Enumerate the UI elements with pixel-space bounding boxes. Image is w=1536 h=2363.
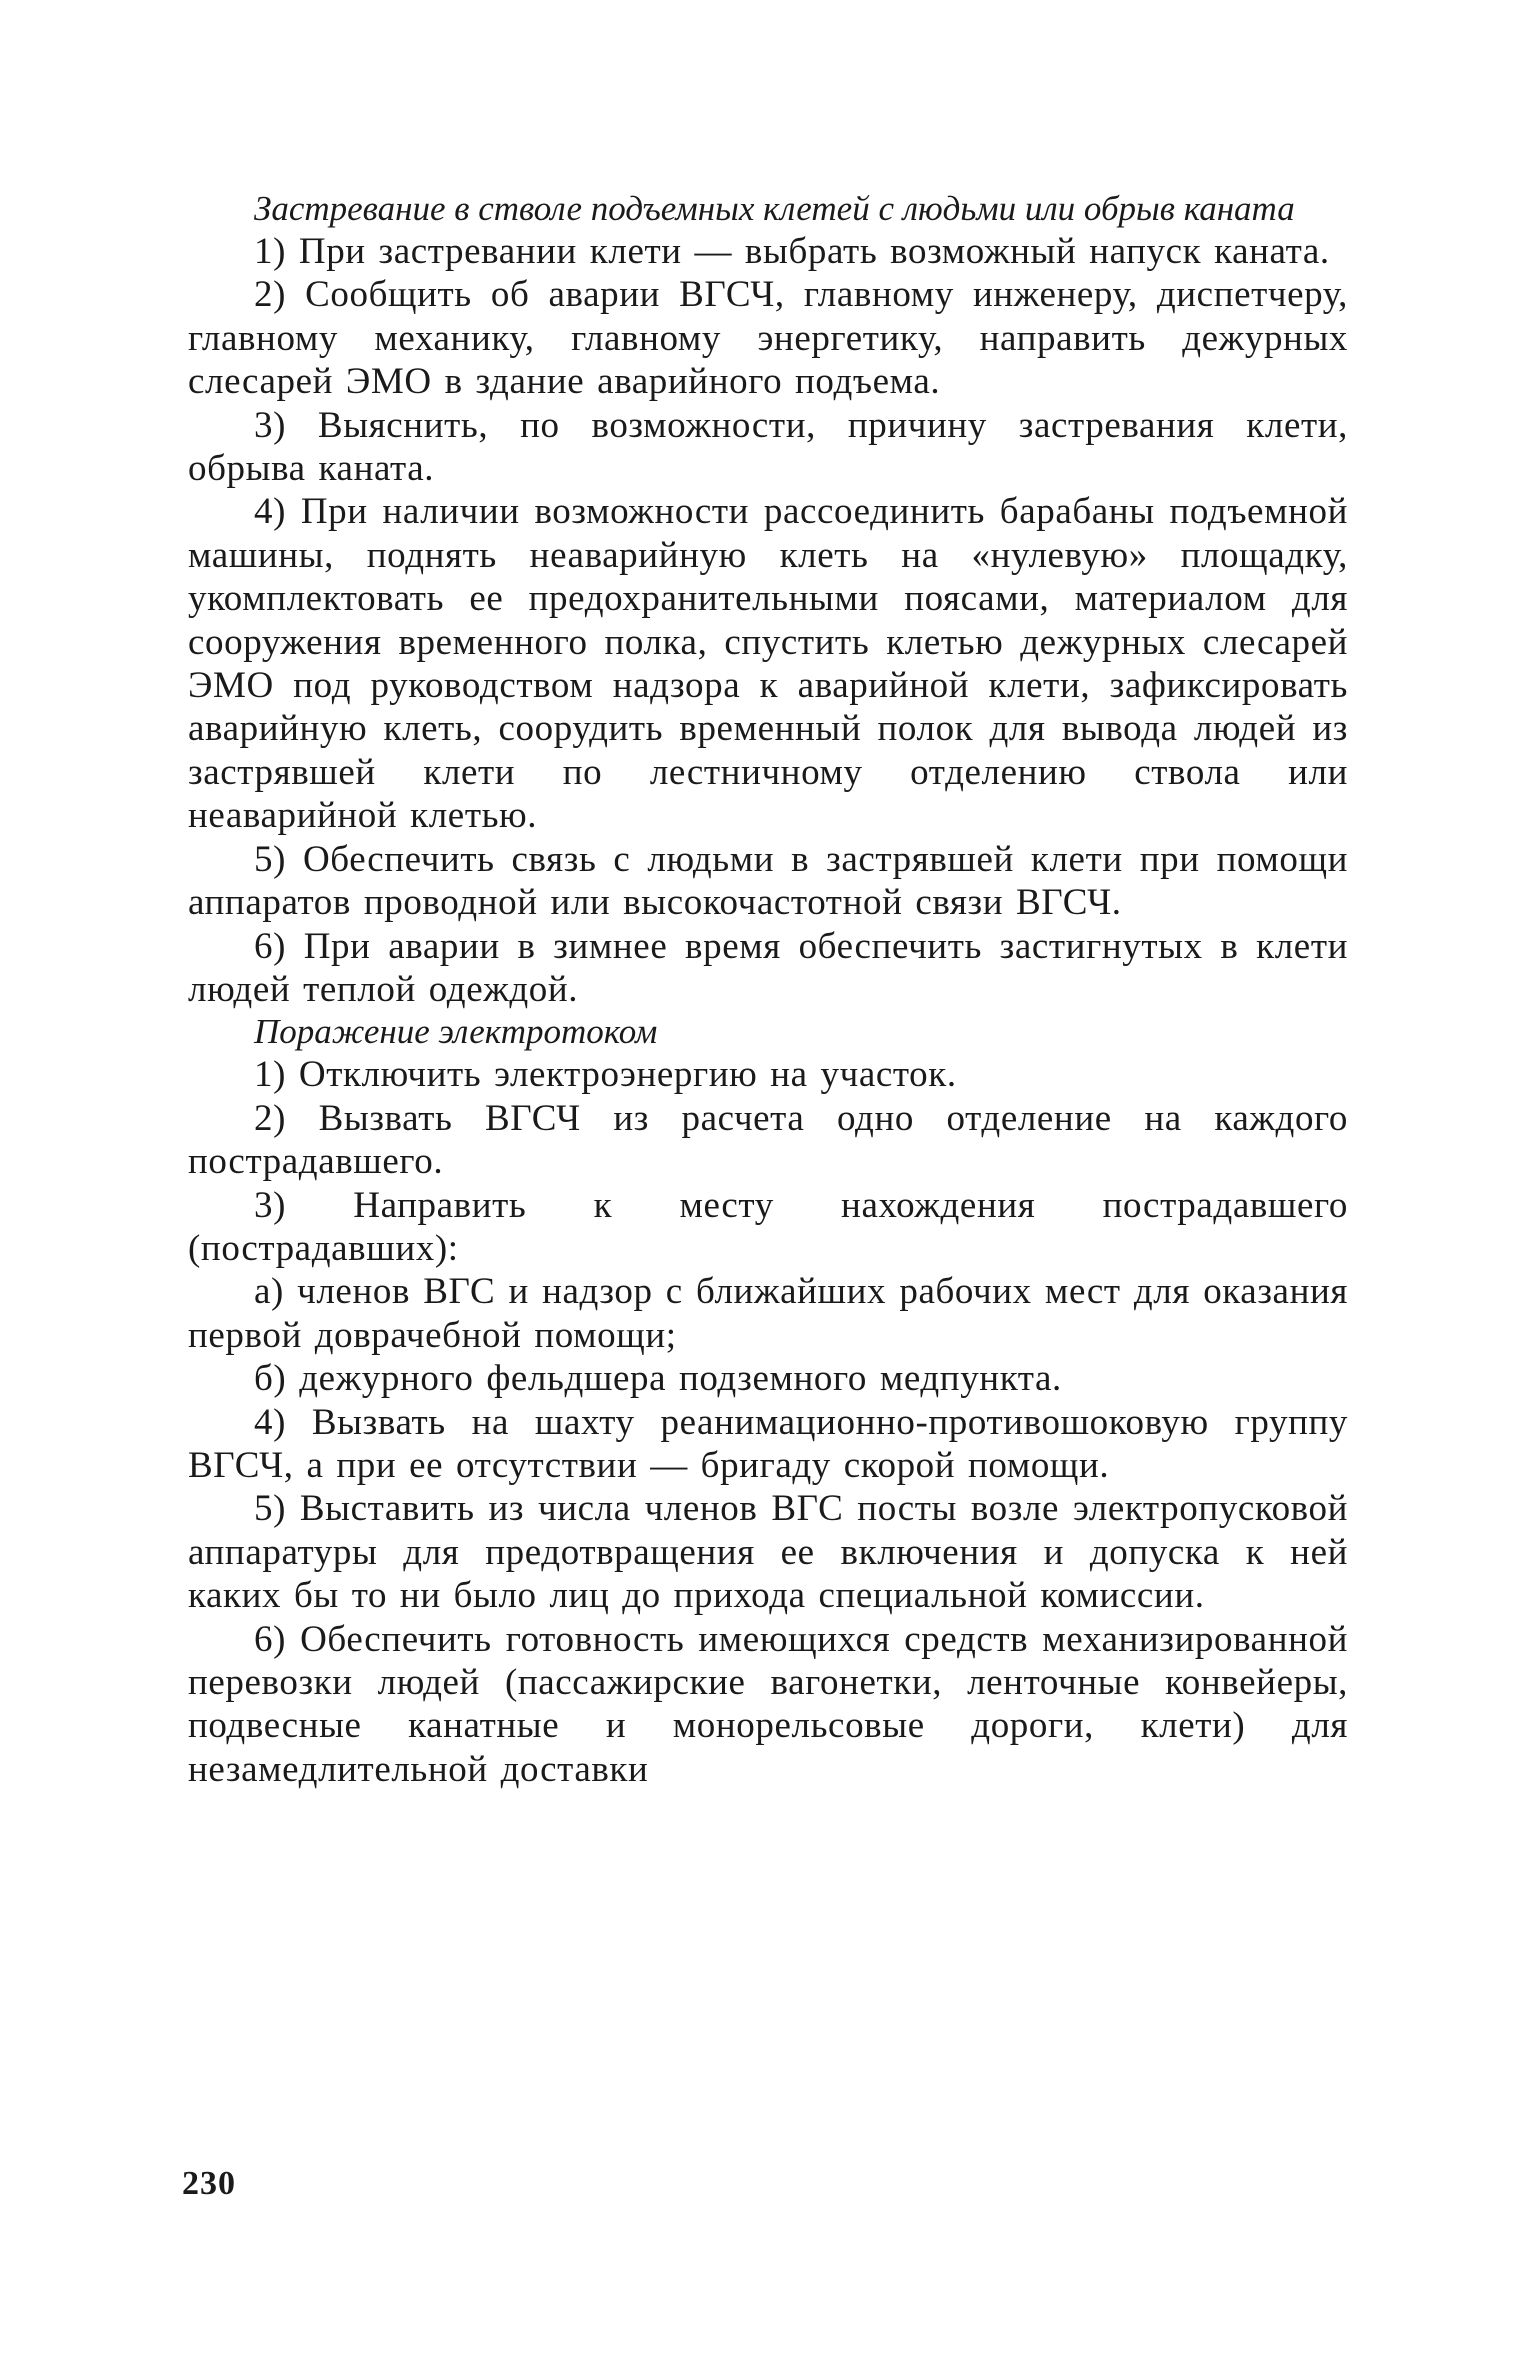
list-item: 5) Обеспечить связь с людьми в застрявшей клети при помощи аппаратов проводной или высокочастотной связи ВГСЧ.	[188, 838, 1348, 924]
page-number: 230	[182, 2165, 236, 2202]
list-item: 6) При аварии в зимнее время обеспечить застигнутых в клети людей теплой одеждой.	[188, 925, 1348, 1010]
page-body	[188, 188, 1348, 1791]
list-subitem: б) дежурного фельдшера подземного медпункта.	[254, 1358, 1062, 1400]
list-item: 4) При наличии возможности рассоединить барабаны подъемной машины, поднять неаварийную клеть на «нулевую» площадку, укомплектовать ее предохранительными поясами, материалом для сооружения временного полка, спустить клетью дежурных слесарей ЭМО под руководством надзора к аварийной клети, зафиксировать аварийную клеть, соорудить временный полок для вывода людей из застрявшей клети по лестничному отделению ствола или неаварийной клетью.	[188, 491, 1348, 837]
list-item: 3) Направить к месту нахождения пострадавшего (пострадавших):	[188, 1184, 1348, 1269]
list-item: 4) Вызвать на шахту реанимационно-противошоковую группу ВГСЧ, а при ее отсутствии — бригаду скорой помощи.	[188, 1401, 1348, 1486]
list-item: 3) Выяснить, по возможности, причину застревания клети, обрыва каната.	[188, 404, 1348, 490]
section-heading-electric-shock: Поражение электротоком	[254, 1012, 658, 1052]
list-item: 6) Обеспечить готовность имеющихся средств механизированной перевозки людей (пассажирские вагонетки, ленточные конвейеры, подвесные канатные и монорельсовые дороги, клети) для незамедлительной доставки	[188, 1618, 1348, 1790]
list-item: 2) Вызвать ВГСЧ из расчета одно отделение на каждого пострадавшего.	[188, 1097, 1348, 1183]
list-item: 1) Отключить электроэнергию на участок.	[254, 1054, 957, 1096]
list-item: 5) Выставить из числа членов ВГС посты возле электропусковой аппаратуры для предотвращения ее включения и допуска к ней каких бы то ни было лиц до прихода специальной комиссии.	[188, 1488, 1348, 1617]
list-item: 2) Сообщить об аварии ВГСЧ, главному инженеру, диспетчеру, главному механику, главному энергетику, направить дежурных слесарей ЭМО в здание аварийного подъема.	[188, 274, 1348, 403]
list-item: 1) При застревании клети — выбрать возможный напуск каната.	[254, 231, 1330, 272]
list-subitem: а) членов ВГС и надзор с ближайших рабочих мест для оказания первой доврачебной помощи;	[188, 1271, 1348, 1356]
section-heading-cage-jam: Застревание в стволе подъемных клетей с людьми или обрыв каната	[254, 189, 1295, 228]
